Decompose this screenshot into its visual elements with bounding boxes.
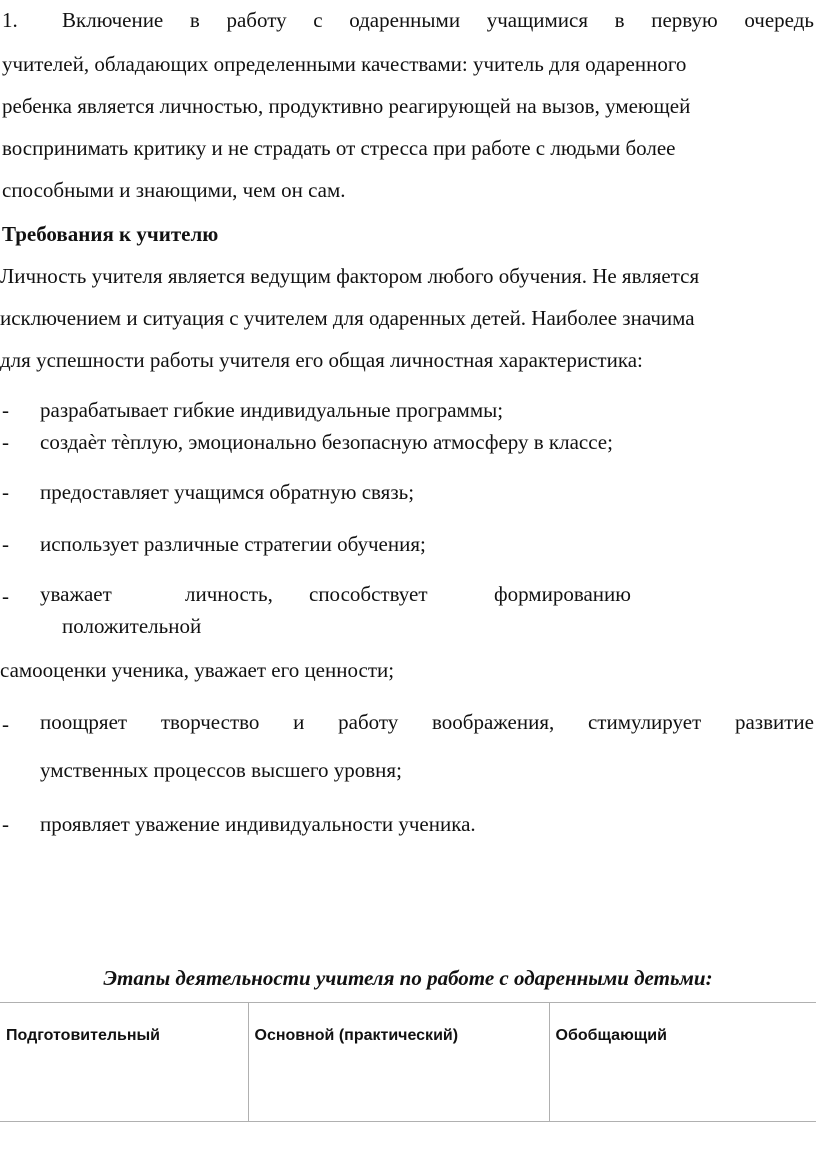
word: учащимися [486,8,589,32]
word: и [293,710,305,734]
table-row [0,1003,816,1122]
item1-line-3: ребенка является личностью, продуктивно реагирующей на вызов, умеющей [2,94,691,118]
item1-line-5: способными и знающими, чем он сам. [2,178,346,202]
bullet-dash: - [2,480,9,504]
word: очередь [744,8,814,32]
word: поощряет [40,710,128,734]
list-item-word: уважает [40,582,112,606]
word: с [313,8,323,32]
list-item: проявляет уважение индивидуальности ученика. [40,812,476,836]
list-item: разрабатывает гибкие индивидуальные программы; [40,398,504,422]
word: одаренными [349,8,461,32]
item1-line-2: учителей, обладающих определенными качествами: учитель для одаренного [2,52,687,76]
stages-title: Этапы деятельности учителя по работе с одаренными детьми: [103,966,713,990]
list-item-line-2: умственных процессов высшего уровня; [40,758,402,782]
section-heading: Требования к учителю [2,222,219,246]
list-item-word: личность, [185,582,273,606]
word: работу [338,710,399,734]
word: творчество [160,710,260,734]
list-item [40,712,814,733]
bullet-dash: - [2,532,9,556]
requirements-line-1: Личность учителя является ведущим фактором любого обучения. Не является [0,264,700,288]
list-item-word: формированию [494,582,631,606]
list-item: использует различные стратегии обучения; [40,532,426,556]
list-item-word: способствует [309,582,428,606]
word: работу [226,8,287,32]
word: в [614,8,625,32]
word: воображения, [432,710,555,734]
word: Включение [62,8,164,32]
word: развитие [734,710,814,734]
word: стимулирует [587,710,702,734]
list-item: создаѐт тѐплую, эмоционально безопасную атмосферу в классе; [40,430,613,454]
bullet-dash: - [2,584,9,608]
item1-line-4: воспринимать критику и не страдать от стресса при работе с людьми более [2,136,676,160]
item1-line-1 [62,10,814,31]
list-item: предоставляет учащимся обратную связь; [40,480,415,504]
requirements-line-2: исключением и ситуация с учителем для одаренных детей. Наиболее значима [0,306,695,330]
stages-table [0,1002,816,1122]
word: первую [651,8,718,32]
bullet-dash: - [2,712,9,736]
stage-preparatory: Подготовительный [0,1003,248,1122]
stage-main: Основной (практический) [248,1003,549,1122]
bullet-dash: - [2,812,9,836]
list-item-wrap: положительной [62,614,202,638]
word: в [189,8,200,32]
stage-generalizing: Обобщающий [549,1003,816,1122]
bullet-dash: - [2,430,9,454]
list-item-continuation: самооценки ученика, уважает его ценности; [0,658,395,682]
bullet-dash: - [2,398,9,422]
requirements-line-3: для успешности работы учителя его общая личностная характеристика: [0,348,643,372]
item-number: 1. [2,8,18,32]
